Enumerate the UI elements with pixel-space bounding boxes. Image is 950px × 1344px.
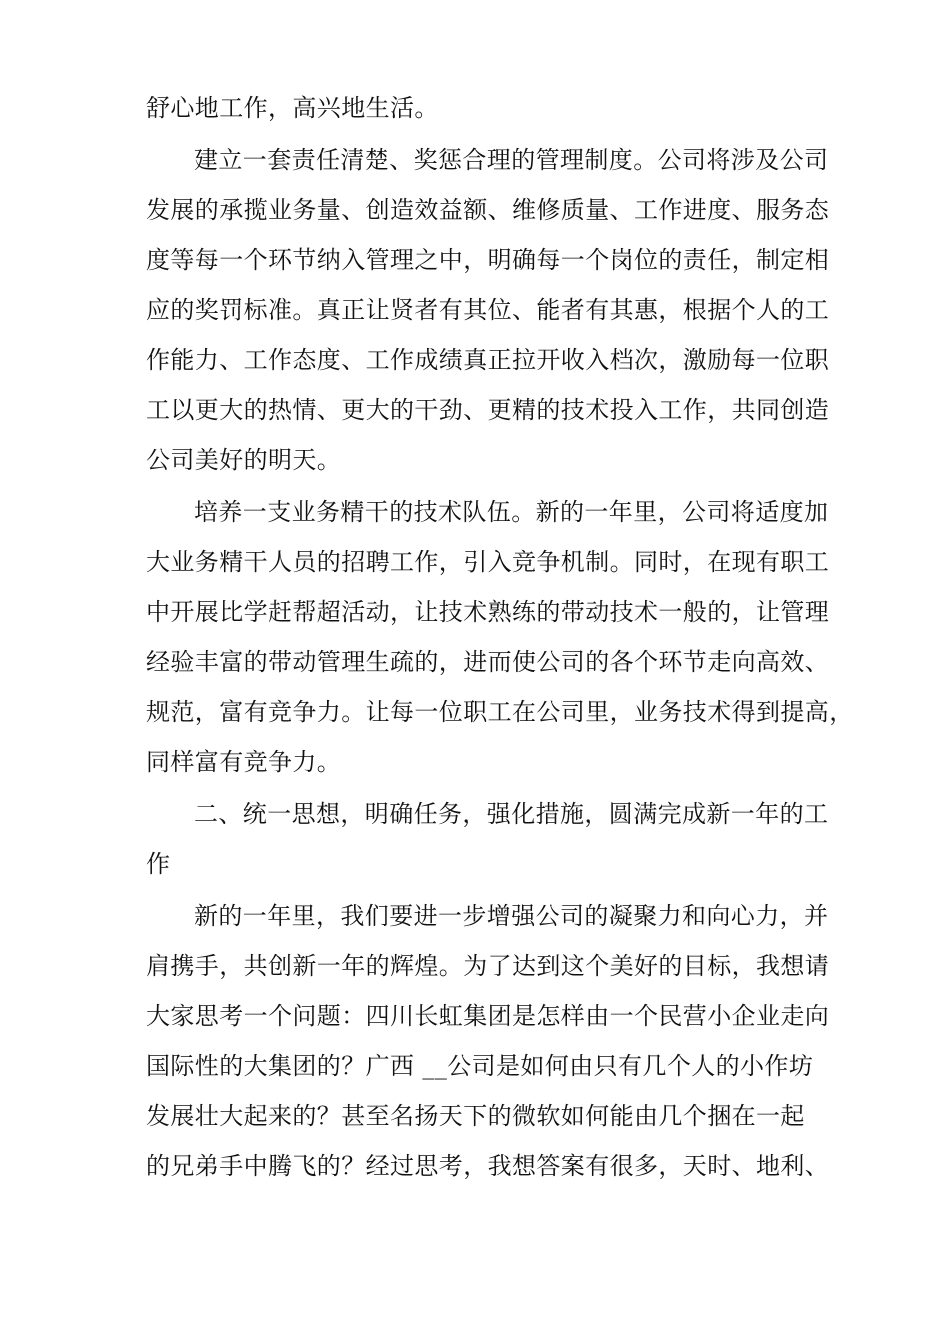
text-line: 经验丰富的带动管理生疏的，进而使公司的各个环节走向高效、 xyxy=(146,648,830,676)
text-line: 工以更大的热情、更大的干劲、更精的技术投入工作，共同创造 xyxy=(146,396,830,424)
text-line: 同样富有竞争力。 xyxy=(146,748,342,776)
text-line: 应的奖罚标准。真正让贤者有其位、能者有其惠，根据个人的工 xyxy=(146,296,830,324)
text-line: 肩携手，共创新一年的辉煌。为了达到这个美好的目标，我想请 xyxy=(146,952,830,980)
text-line: 公司美好的明天。 xyxy=(146,446,342,474)
text-line: 大业务精干人员的招聘工作，引入竞争机制。同时，在现有职工 xyxy=(146,548,830,576)
section-heading-line: 作 xyxy=(146,850,171,878)
paragraph-start-line: 培养一支业务精干的技术队伍。新的一年里，公司将适度加 xyxy=(194,498,829,526)
text-line: 作能力、工作态度、工作成绩真正拉开收入档次，激励每一位职 xyxy=(146,346,830,374)
text-line: 舒心地工作，高兴地生活。 xyxy=(146,94,439,122)
section-heading-line: 二、统一思想，明确任务，强化措施，圆满完成新一年的工 xyxy=(194,800,829,828)
text-line: 发展壮大起来的？甚至名扬天下的微软如何能由几个捆在一起 xyxy=(146,1102,805,1130)
paragraph-start-line: 新的一年里，我们要进一步增强公司的凝聚力和向心力，并 xyxy=(194,902,829,930)
text-line: 大家思考一个问题：四川长虹集团是怎样由一个民营小企业走向 xyxy=(146,1002,830,1030)
paragraph-start-line: 建立一套责任清楚、奖惩合理的管理制度。公司将涉及公司 xyxy=(194,146,829,174)
text-line: 的兄弟手中腾飞的？经过思考，我想答案有很多，天时、地利、 xyxy=(146,1152,830,1180)
text-line: 国际性的大集团的？广西 __公司是如何由只有几个人的小作坊 xyxy=(146,1052,814,1080)
text-line: 发展的承揽业务量、创造效益额、维修质量、工作进度、服务态 xyxy=(146,196,830,224)
text-line: 中开展比学赶帮超活动，让技术熟练的带动技术一般的，让管理 xyxy=(146,598,830,626)
text-line: 规范，富有竞争力。让每一位职工在公司里，业务技术得到提高， xyxy=(146,698,854,726)
text-line: 度等每一个环节纳入管理之中，明确每一个岗位的责任，制定相 xyxy=(146,246,830,274)
